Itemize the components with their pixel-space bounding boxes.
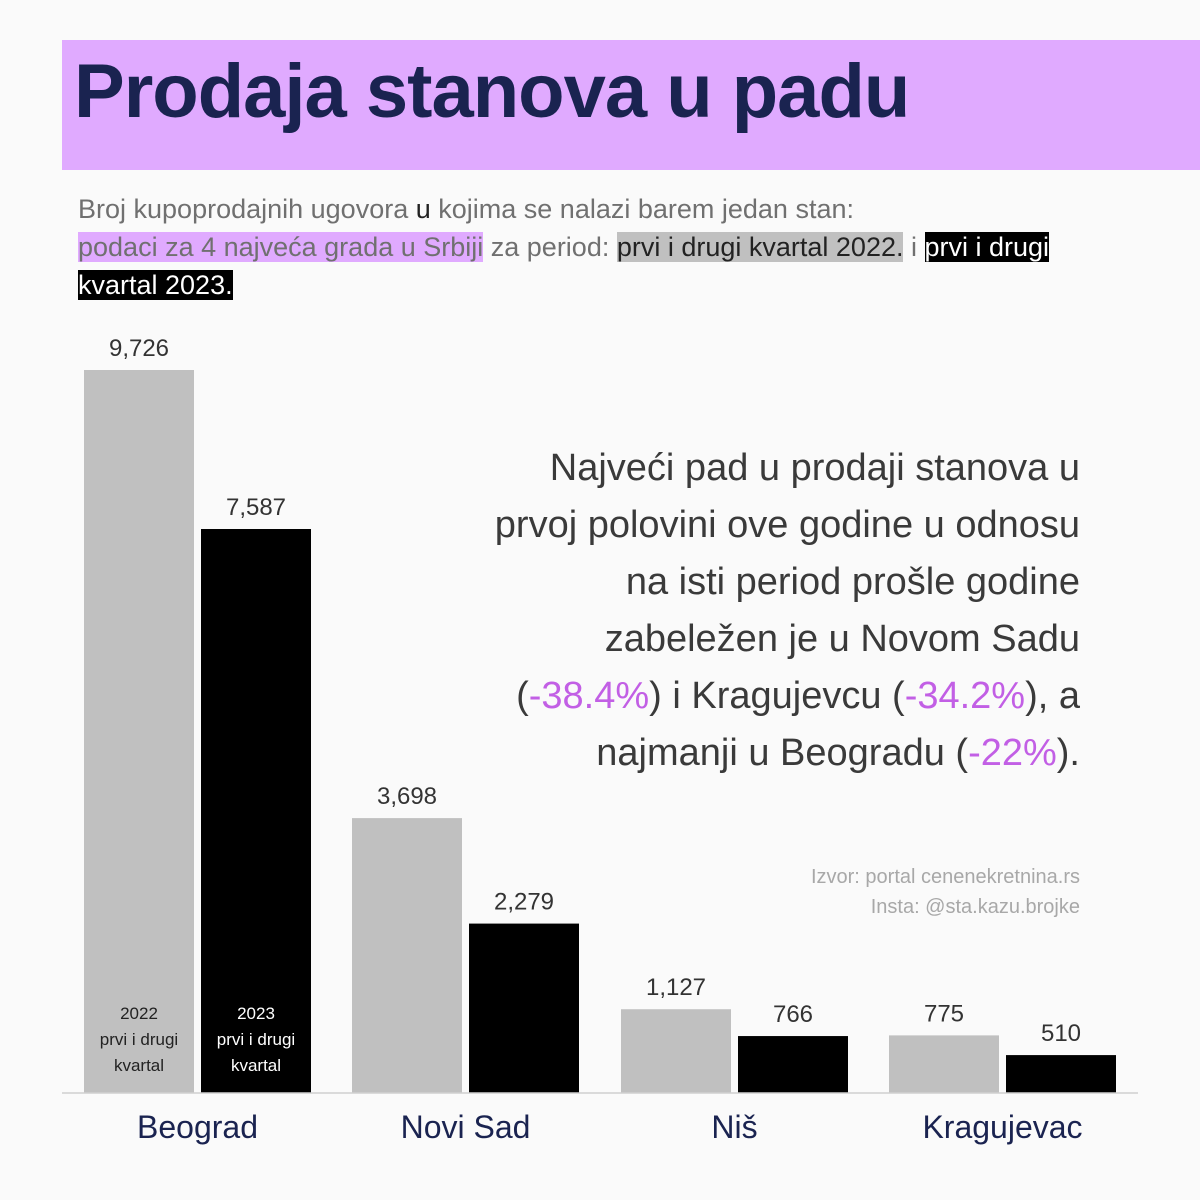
page-title: Prodaja stanova u padu [74,49,910,134]
subtitle-and: i [903,232,925,262]
annotation-part1: Najveći pad u prodaji stanova u prvoj polovini ove godine u odnosu na isti period prošle godine zabeležen je u Novom Sadu ( [494,447,1080,717]
legend-label-2022-line3: kvartal [113,1056,165,1075]
annotation-pct-novi-sad: -38.4% [528,675,650,717]
bar-nis-2022 [621,1009,731,1093]
value-label-novi-sad-2023: 2,279 [493,888,555,916]
annotation-text [480,440,1080,782]
bar-novi-sad-2023 [469,924,579,1093]
subtitle-highlight-2023: prvi i drugi kvartal 2023. [78,232,1050,300]
annotation-pct-beograd: -22% [968,732,1057,774]
subtitle-highlight-2022: prvi i drugi kvartal 2022. [616,232,904,262]
category-label-nis: Niš [711,1109,758,1145]
bar-kragujevac-2023 [1006,1055,1116,1093]
source-line: Izvor: portal cenenekretnina.rs [810,866,1080,888]
subtitle-u: u [415,194,431,224]
category-label-beograd: Beograd [137,1109,258,1145]
category-label-novi-sad: Novi Sad [400,1109,531,1145]
subtitle-part1: Broj kupoprodajnih ugovora [78,194,416,224]
bar-novi-sad-2022 [352,818,462,1093]
annotation-part3: ), a najmanji u Beogradu ( [596,675,1080,774]
annotation-part4: ). [1056,732,1080,774]
legend-label-2023-line3: kvartal [230,1056,282,1075]
legend-label-2022-line1: 2022 [120,1004,158,1023]
value-label-kragujevac-2023: 510 [1040,1020,1082,1048]
legend-label-2022-line2: prvi i drugi [99,1030,179,1049]
bar-nis-2023 [738,1036,848,1093]
annotation-part2: ) i Kragujevcu ( [649,675,905,717]
insta-handle: Insta: @sta.kazu.brojke [870,896,1080,918]
annotation-pct-kragujevac: -34.2% [904,675,1026,717]
value-label-nis-2022: 1,127 [645,974,707,1002]
subtitle-highlight-cities: podaci za 4 najveća grada u Srbiji [78,232,484,262]
source-note [811,862,1080,922]
category-label-kragujevac: Kragujevac [922,1109,1083,1145]
value-label-kragujevac-2022: 775 [923,1000,965,1028]
value-label-beograd-2022: 9,726 [108,335,170,362]
subtitle-part1-rest: kojima se nalazi barem jedan stan: [430,194,854,224]
value-label-novi-sad-2022: 3,698 [376,783,438,811]
legend-label-2023-line2: prvi i drugi [216,1030,296,1049]
bar-beograd-2022 [84,370,194,1093]
value-label-nis-2023: 766 [772,1001,814,1029]
subtitle-period-label: za period: [483,232,617,262]
legend-label-2023-line1: 2023 [237,1004,275,1023]
value-label-beograd-2023: 7,587 [225,494,287,522]
bar-kragujevac-2022 [889,1035,999,1093]
